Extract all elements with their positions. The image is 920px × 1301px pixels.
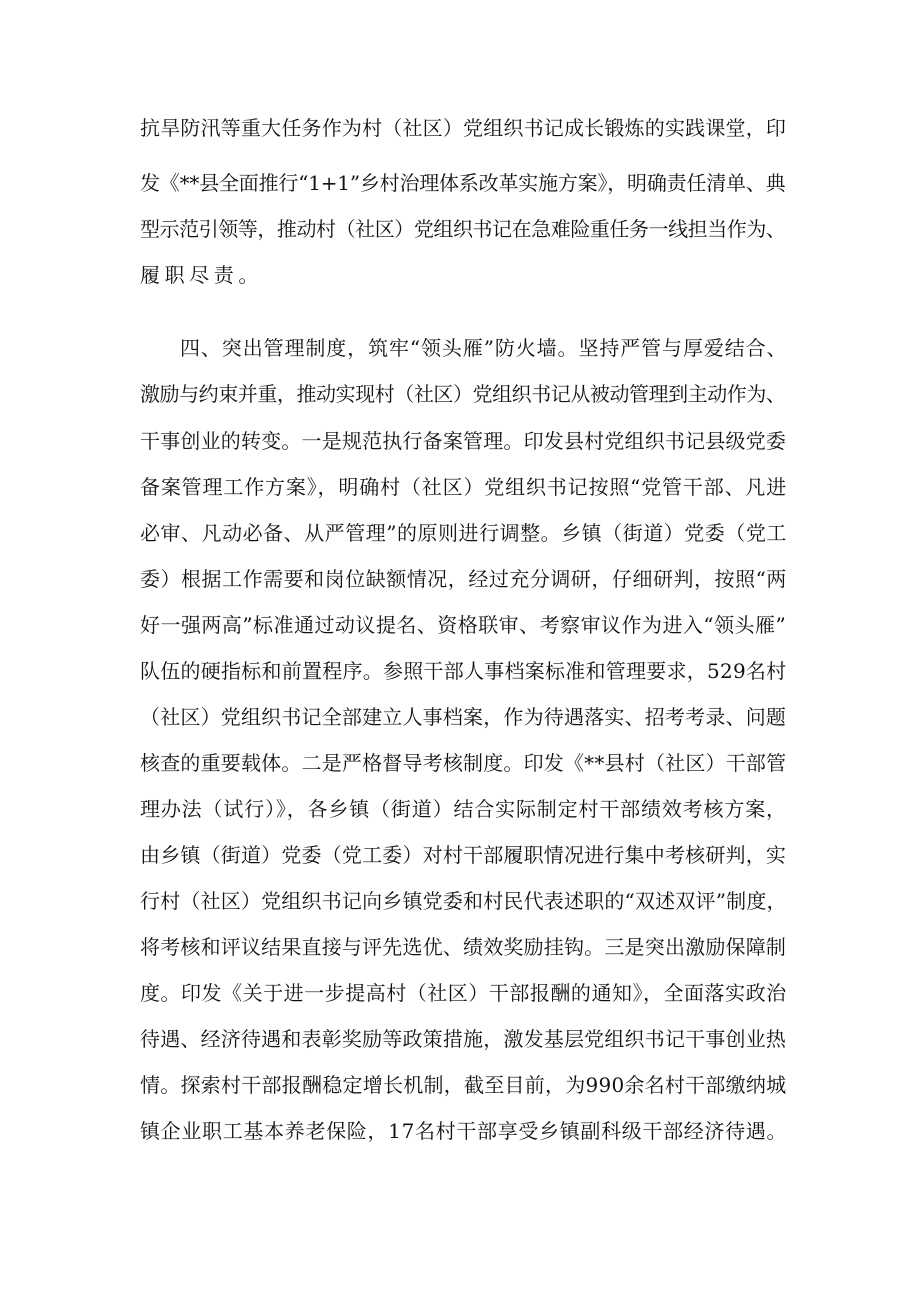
text-line: 备案管理工作方案》，明确村（社区）党组织书记按照“党管干部、凡进 [140,475,788,499]
text-line: 镇企业职工基本养老保险，17名村干部享受乡镇副科级干部经济待遇。 [140,1119,788,1143]
text-line: 好一强两高”标准通过动议提名、资格联审、考察审议作为进入“领头雁” [140,613,787,637]
text-line: 履职尽责。 [140,263,263,287]
text-line: 待遇、经济待遇和表彰奖励等政策措施，激发基层党组织书记干事创业热 [140,1027,787,1051]
text-line: 发《**县全面推行“1+1”乡村治理体系改革实施方案》，明确责任清单、典 [140,171,786,195]
text-line: 激励与约束并重，推动实现村（社区）党组织书记从被动管理到主动作为、 [140,382,786,406]
text-line: 将考核和评议结果直接与评先选优、绩效奖励挂钩。三是突出激励保障制 [140,935,787,959]
text-line: 队伍的硬指标和前置程序。参照干部人事档案标准和管理要求，529名村 [140,659,787,683]
text-line: 委）根据工作需要和岗位缺额情况，经过充分调研，仔细研判，按照“两 [140,567,787,591]
text-line: 由乡镇（街道）党委（党工委）对村干部履职情况进行集中考核研判，实 [140,843,787,867]
text-line: 核查的重要载体。二是严格督导考核制度。印发《**县村（社区）干部管 [140,751,787,775]
text-line: 理办法（试行）》，各乡镇（街道）结合实际制定村干部绩效考核方案， [140,797,787,821]
text-line: 干事创业的转变。一是规范执行备案管理。印发县村党组织书记县级党委 [140,429,787,453]
text-line: 四、突出管理制度，筑牢“领头雁”防火墙。坚持严管与厚爱结合、 [180,336,788,360]
text-line: 度。印发《关于进一步提高村（社区）干部报酬的通知》，全面落实政治 [140,981,787,1005]
text-line: 必审、凡动必备、从严管理”的原则进行调整。乡镇（街道）党委（党工 [140,521,787,545]
text-line: 型示范引领等，推动村（社区）党组织书记在急难险重任务一线担当作为、 [140,217,786,241]
text-line: 行村（社区）党组织书记向乡镇党委和村民代表述职的“双述双评”制度， [140,889,787,913]
text-line: 情。探索村干部报酬稳定增长机制，截至目前，为990余名村干部缴纳城 [140,1073,787,1097]
text-line: 抗旱防汛等重大任务作为村（社区）党组织书记成长锻炼的实践课堂，印 [140,116,787,140]
text-line: （社区）党组织书记全部建立人事档案，作为待遇落实、招考考录、问题 [140,705,787,729]
